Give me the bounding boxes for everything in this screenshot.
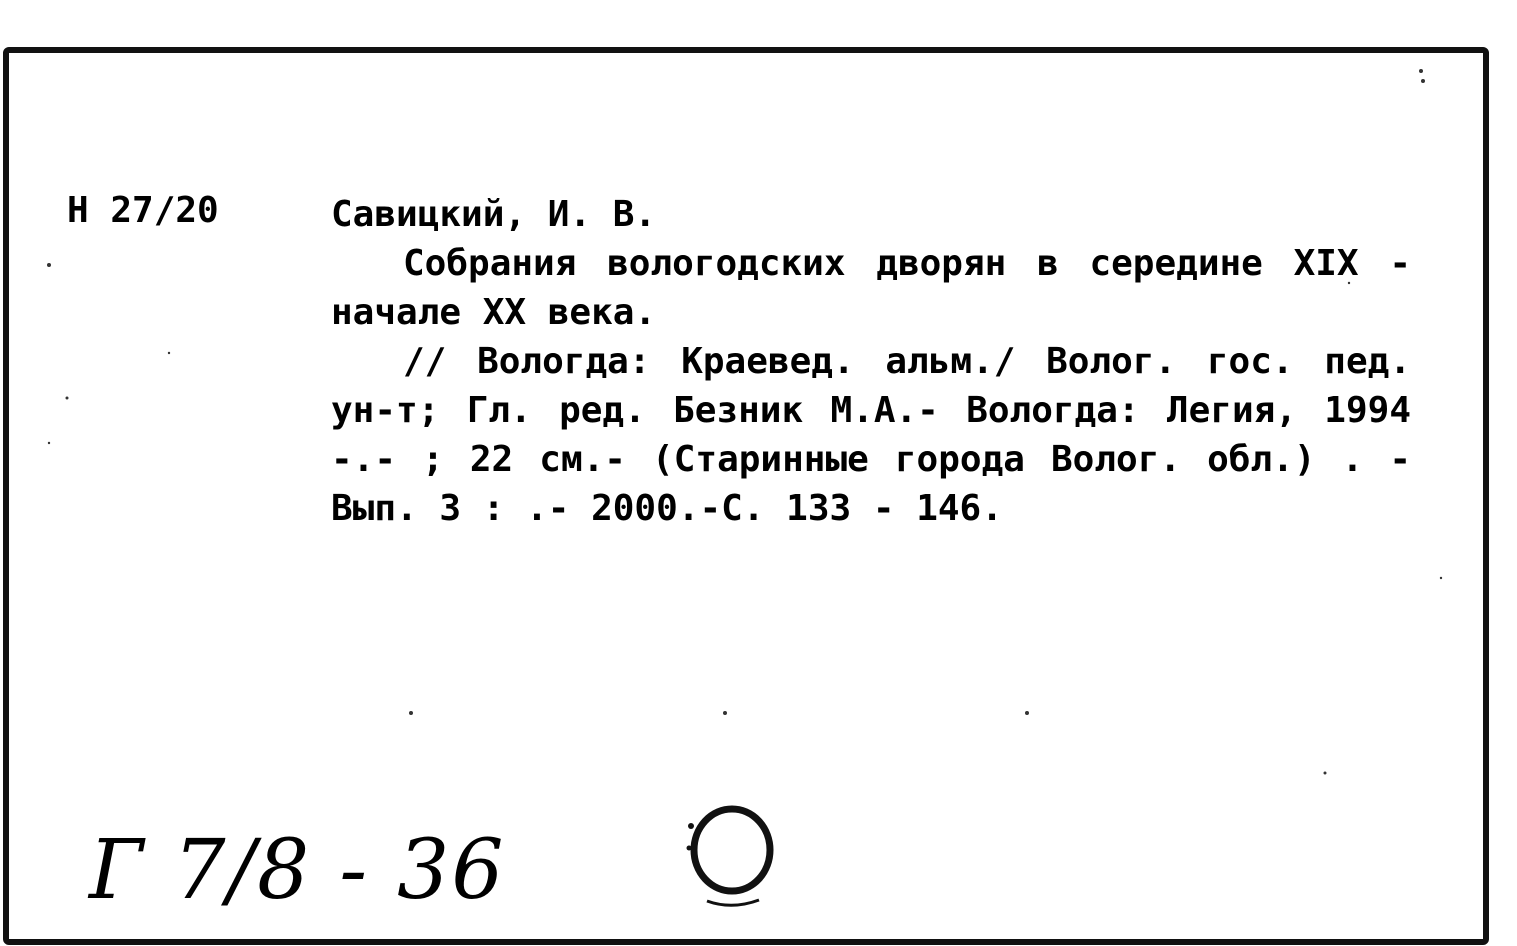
- shelf-mark: Н 27/20: [67, 190, 219, 231]
- catalog-card: [3, 47, 1489, 945]
- bibliographic-entry: [331, 190, 1411, 533]
- source-statement: // Вологда: Краевед. альм./ Волог. гос. пед. ун-т; Гл. ред. Безник М.А.- Вологда: Легия, 1994 -.- ; 22 см.- (Старинные города Волог. обл.) . - Вып. 3 : .- 2000.-С. 133 - 146.: [331, 341, 1411, 529]
- title-statement: Собрания вологодских дворян в середине XIX - начале XX века.: [331, 243, 1411, 333]
- handwritten-call-number: Г 7/8 - 36: [89, 823, 506, 918]
- punch-hole-icon: [677, 798, 787, 918]
- author-heading: Савицкий, И. В.: [331, 194, 657, 235]
